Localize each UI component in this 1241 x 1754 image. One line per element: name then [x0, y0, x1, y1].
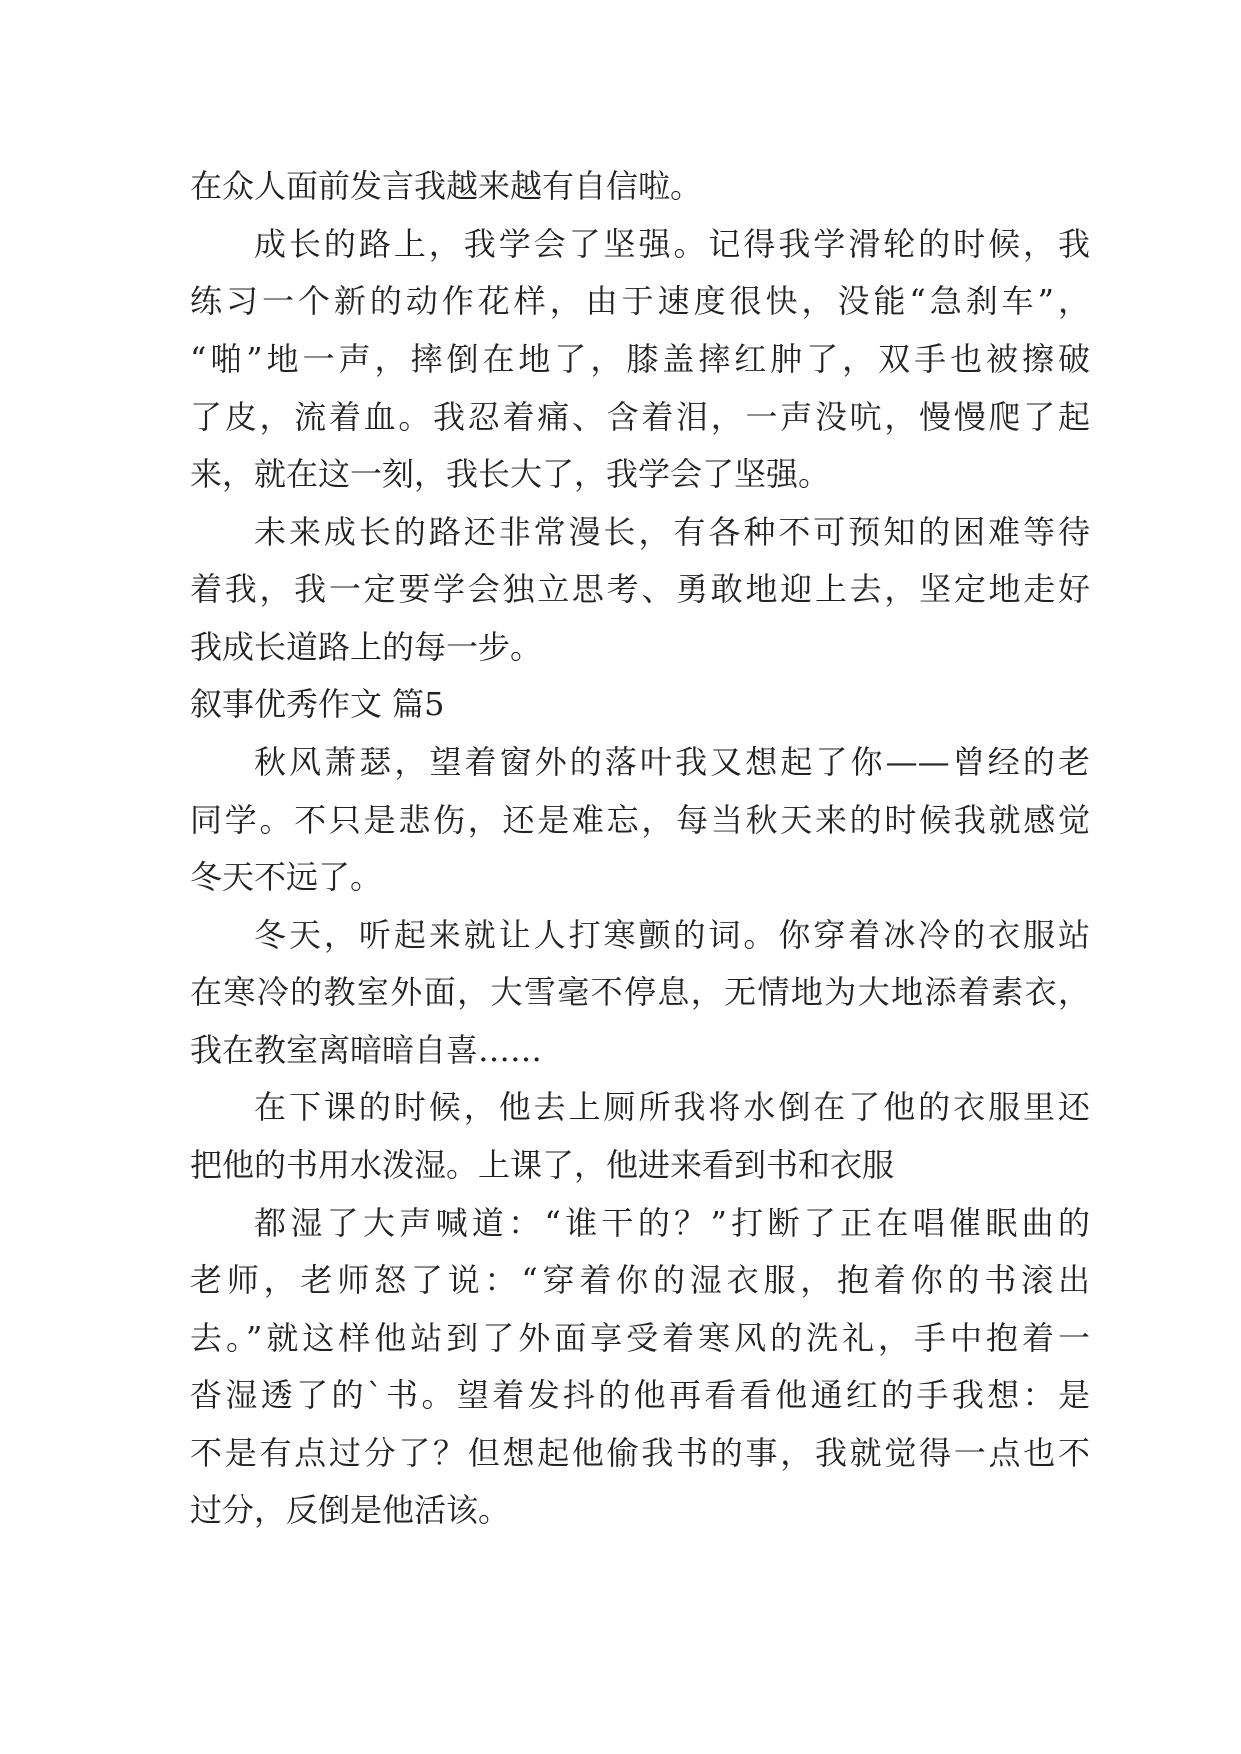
text-line: 我在教室离暗暗自喜…… — [190, 1031, 543, 1069]
text-line: 在寒冷的教室外面，大雪毫不停息，无情地为大地添着素衣， — [190, 973, 1090, 1011]
text-line: 把他的书用水泼湿。上课了，他进来看到书和衣服 — [190, 1146, 895, 1184]
paragraph-first-line: 未来成长的路还非常漫长，有各种不可预知的困难等待 — [254, 513, 1090, 551]
paragraph-first-line: 秋风萧瑟，望着窗外的落叶我又想起了你——曾经的老 — [254, 743, 1090, 781]
text-line: 练习一个新的动作花样，由于速度很快，没能“急刹车”， — [190, 282, 1090, 320]
section-heading: 叙事优秀作文 篇5 — [190, 685, 445, 723]
text-line: 我成长道路上的每一步。 — [190, 628, 543, 666]
paragraph-first-line: 都湿了大声喊道：“谁干的？”打断了正在唱催眠曲的 — [254, 1204, 1090, 1242]
text-line: “啪”地一声，摔倒在地了，膝盖摔红肿了，双手也被擦破 — [190, 340, 1090, 378]
text-line: 着我，我一定要学会独立思考、勇敢地迎上去，坚定地走好 — [190, 570, 1090, 608]
text-line: 过分，反倒是他活该。 — [190, 1491, 511, 1529]
paragraph-first-line: 成长的路上，我学会了坚强。记得我学滑轮的时候，我 — [254, 225, 1090, 263]
text-line: 不是有点过分了？但想起他偷我书的事，我就觉得一点也不 — [190, 1434, 1090, 1472]
text-line: 冬天不远了。 — [190, 858, 383, 896]
text-line: 了皮，流着血。我忍着痛、含着泪，一声没吭，慢慢爬了起 — [190, 398, 1090, 436]
text-line: 来，就在这一刻，我长大了，我学会了坚强。 — [190, 455, 831, 493]
paragraph-first-line: 在下课的时候，他去上厕所我将水倒在了他的衣服里还 — [254, 1088, 1090, 1126]
text-line: 老师，老师怒了说：“穿着你的湿衣服，抱着你的书滚出 — [190, 1261, 1090, 1299]
text-line: 沓湿透了的`书。望着发抖的他再看看他通红的手我想：是 — [190, 1376, 1090, 1414]
text-line: 同学。不只是悲伤，还是难忘，每当秋天来的时候我就感觉 — [190, 801, 1090, 839]
paragraph-first-line: 冬天，听起来就让人打寒颤的词。你穿着冰冷的衣服站 — [254, 916, 1090, 954]
text-line: 在众人面前发言我越来越有自信啦。 — [190, 167, 703, 205]
text-line: 去。”就这样他站到了外面享受着寒风的洗礼，手中抱着一 — [190, 1319, 1090, 1357]
